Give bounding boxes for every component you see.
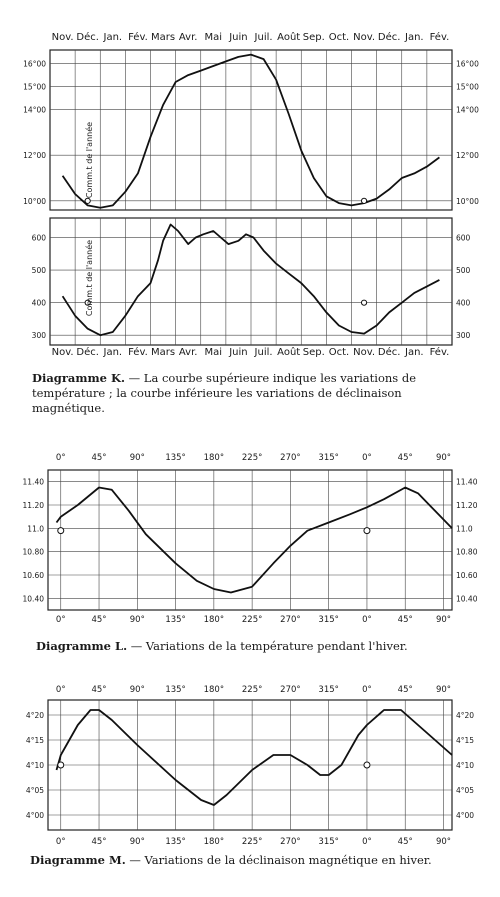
k-month-bottom-label: Oct.	[328, 347, 350, 358]
m-xtick-top: 225°	[241, 685, 263, 695]
diagram-m	[0, 680, 500, 897]
k-month-bottom-label: Jan.	[103, 347, 123, 358]
k-month-bottom-label: Avr.	[178, 347, 198, 358]
l-ytick-left: 11.0	[27, 524, 44, 534]
m-ytick-right: 4°10	[456, 761, 475, 770]
m-xtick-bottom: 135°	[165, 837, 186, 847]
k-month-top-label: Déc.	[377, 32, 401, 43]
m-xtick-bottom: 0°	[362, 837, 372, 847]
k-upper-ytick-left: 12°00	[23, 151, 46, 161]
l-ytick-right: 10.80	[456, 547, 478, 557]
k-month-top-label: Juin	[229, 32, 248, 43]
l-frame	[48, 470, 452, 610]
l-xtick-bottom: 45°	[397, 615, 413, 625]
m-xtick-top: 90°	[435, 685, 452, 695]
diagram-l-caption-text: — Variations de la température pendant l'hiver.	[127, 639, 408, 653]
k-month-top-label: Juil.	[254, 32, 273, 43]
k-month-top-label: Fév.	[429, 32, 450, 43]
m-xtick-top: 180°	[203, 685, 225, 695]
k-month-bottom-label: Nov.	[51, 347, 74, 358]
k-month-bottom-label: Mai	[204, 347, 223, 358]
k-lower-annotation: Comm.t de l'année	[85, 239, 94, 317]
m-ytick-left: 4°00	[25, 811, 44, 820]
diagram-l-caption	[36, 639, 476, 654]
k-month-top-label: Déc.	[76, 32, 99, 43]
l-xtick-bottom: 270°	[280, 615, 301, 625]
l-ytick-left: 10.40	[22, 594, 44, 604]
diagram-m-caption-text: — Variations de la déclinaison magnétique en hiver.	[125, 853, 432, 867]
l-xtick-top: 225°	[241, 453, 263, 463]
diagram-l	[0, 445, 500, 665]
l-xtick-top: 90°	[129, 453, 145, 463]
k-upper-ytick-left: 15°00	[23, 82, 46, 92]
m-marker	[364, 762, 370, 768]
diagram-m-chart	[0, 680, 500, 850]
l-ytick-right: 11.0	[456, 524, 473, 534]
k-month-bottom-label: Jan.	[405, 347, 424, 358]
k-month-top-label: Sep.	[302, 32, 325, 43]
m-ytick-right: 4°05	[456, 786, 475, 795]
k-month-bottom-label: Mars	[151, 347, 176, 358]
k-upper-ytick-right: 12°00	[456, 151, 479, 161]
k-upper-annotation: Comm.t de l'année	[85, 121, 94, 199]
k-upper-ytick-left: 10°00	[23, 196, 46, 206]
diagram-k-caption-label: Diagramme K.	[32, 371, 125, 385]
k-upper-ytick-right: 16°00	[456, 59, 479, 69]
m-xtick-top: 0°	[55, 685, 66, 695]
m-xtick-bottom: 180°	[203, 837, 225, 847]
k-upper-ytick-right: 14°00	[456, 105, 479, 115]
k-lower-ytick-left: 600	[31, 233, 46, 243]
l-xtick-bottom: 90°	[435, 615, 452, 625]
k-month-top-label: Fév.	[128, 32, 148, 43]
k-month-bottom-label: Déc.	[76, 347, 99, 358]
l-xtick-bottom: 0°	[55, 615, 66, 625]
m-ytick-left: 4°20	[25, 711, 44, 720]
m-xtick-top: 0°	[362, 685, 372, 695]
k-month-top-label: Mars	[151, 32, 176, 43]
m-xtick-bottom: 90°	[435, 837, 452, 847]
l-xtick-top: 0°	[55, 453, 66, 463]
l-xtick-bottom: 180°	[203, 615, 225, 625]
k-month-bottom-label: Déc.	[377, 347, 401, 358]
m-xtick-bottom: 45°	[91, 837, 107, 847]
k-lower-ytick-right: 300	[456, 331, 471, 341]
m-xtick-top: 270°	[280, 685, 301, 695]
k-upper-ytick-right: 10°00	[456, 196, 479, 206]
k-month-top-label: Mai	[204, 32, 223, 43]
m-xtick-top: 90°	[129, 685, 145, 695]
diagram-k-chart	[0, 0, 500, 365]
l-ytick-right: 11.40	[456, 477, 478, 487]
l-marker	[58, 528, 64, 534]
k-lower-ytick-left: 500	[31, 266, 46, 276]
k-month-bottom-label: Nov.	[353, 347, 376, 358]
l-xtick-top: 315°	[318, 453, 339, 463]
k-month-bottom-label: Août	[277, 347, 301, 358]
k-month-top-label: Jan.	[103, 32, 123, 43]
l-xtick-bottom: 45°	[91, 615, 107, 625]
k-month-bottom-label: Juin	[229, 347, 248, 358]
l-xtick-bottom: 225°	[241, 615, 263, 625]
m-xtick-top: 135°	[165, 685, 186, 695]
m-xtick-bottom: 225°	[241, 837, 263, 847]
l-xtick-top: 45°	[397, 453, 413, 463]
l-marker	[364, 528, 370, 534]
k-month-bottom-label: Sep.	[302, 347, 325, 358]
k-lower-ytick-right: 400	[456, 298, 471, 308]
m-xtick-bottom: 0°	[55, 837, 66, 847]
k-month-bottom-label: Juil.	[254, 347, 273, 358]
l-ytick-left: 10.80	[22, 547, 44, 557]
m-ytick-right: 4°15	[456, 736, 475, 745]
m-ytick-right: 4°20	[456, 711, 475, 720]
l-xtick-bottom: 315°	[318, 615, 339, 625]
k-month-top-label: Jan.	[405, 32, 424, 43]
l-xtick-top: 0°	[362, 453, 372, 463]
k-lower-ytick-left: 400	[31, 298, 46, 308]
k-month-top-label: Nov.	[353, 32, 376, 43]
m-xtick-top: 45°	[397, 685, 413, 695]
l-curve	[57, 488, 453, 593]
m-curve	[57, 710, 453, 805]
k-lower-marker	[361, 300, 366, 305]
l-ytick-left: 11.20	[22, 501, 44, 510]
diagram-m-caption	[30, 853, 480, 868]
l-xtick-top: 180°	[203, 453, 225, 463]
k-upper-ytick-left: 16°00	[23, 59, 46, 69]
l-ytick-left: 10.60	[22, 571, 44, 580]
k-month-bottom-label: Fév.	[128, 347, 148, 358]
m-xtick-bottom: 315°	[318, 837, 339, 847]
diagram-l-caption-label: Diagramme L.	[36, 639, 128, 653]
k-month-top-label: Avr.	[178, 32, 198, 43]
k-lower-ytick-right: 500	[456, 266, 471, 276]
l-xtick-bottom: 0°	[362, 615, 372, 625]
k-month-top-label: Nov.	[51, 32, 74, 43]
k-upper-marker	[361, 198, 366, 203]
l-ytick-right: 10.60	[456, 571, 478, 580]
l-xtick-top: 90°	[435, 453, 452, 463]
k-upper-ytick-left: 14°00	[23, 105, 46, 115]
m-xtick-bottom: 45°	[397, 837, 413, 847]
m-xtick-top: 315°	[318, 685, 339, 695]
l-xtick-bottom: 135°	[165, 615, 186, 625]
k-month-top-label: Août	[277, 32, 301, 43]
l-ytick-left: 11.40	[22, 477, 44, 487]
l-xtick-top: 45°	[91, 453, 107, 463]
k-lower-ytick-left: 300	[31, 331, 46, 341]
m-xtick-bottom: 270°	[280, 837, 301, 847]
m-ytick-left: 4°10	[25, 761, 44, 770]
m-ytick-left: 4°15	[25, 736, 44, 745]
m-xtick-top: 45°	[91, 685, 107, 695]
k-month-top-label: Oct.	[328, 32, 350, 43]
k-lower-ytick-right: 600	[456, 233, 471, 243]
l-ytick-right: 10.40	[456, 594, 478, 604]
k-month-bottom-label: Fév.	[429, 347, 450, 358]
diagram-k-caption	[32, 371, 472, 416]
l-xtick-top: 135°	[165, 453, 186, 463]
m-marker	[58, 762, 64, 768]
diagram-k-caption-text: — La courbe supérieure indique les variations de température ; la courbe inférieure les variations de déclinaison magnétique.	[32, 371, 417, 415]
m-xtick-bottom: 90°	[129, 837, 145, 847]
l-xtick-top: 270°	[280, 453, 301, 463]
m-ytick-right: 4°00	[456, 811, 475, 820]
diagram-m-caption-label: Diagramme M.	[30, 853, 126, 867]
l-xtick-bottom: 90°	[129, 615, 145, 625]
diagram-k	[0, 0, 500, 420]
m-ytick-left: 4°05	[25, 786, 44, 795]
diagram-l-chart	[0, 445, 500, 625]
k-upper-ytick-right: 15°00	[456, 82, 479, 92]
l-ytick-right: 11.20	[456, 501, 478, 510]
